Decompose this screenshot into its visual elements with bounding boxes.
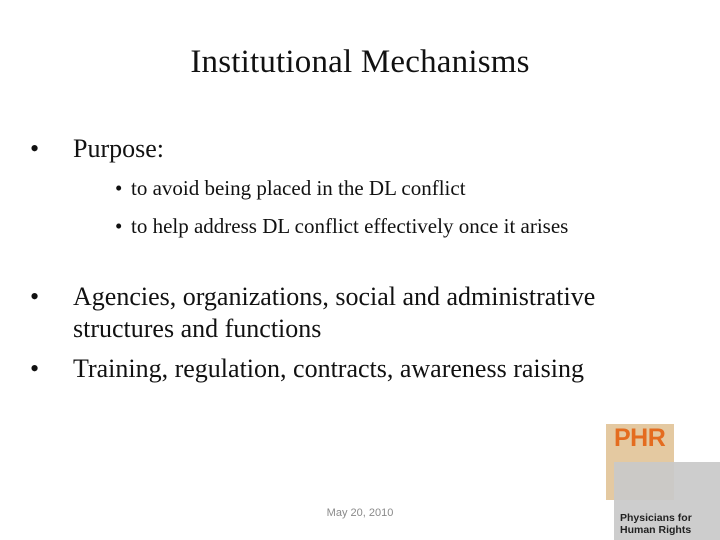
bullet-text: Purpose: <box>73 134 164 163</box>
bullet-marker: • <box>30 282 40 311</box>
bullet-marker: • <box>30 354 40 383</box>
footer-date: May 20, 2010 <box>326 507 394 519</box>
bullet-text: to avoid being placed in the DL conflict <box>131 176 466 200</box>
slide-title: Institutional Mechanisms <box>190 44 530 80</box>
logo-name: Physicians for Human Rights <box>620 512 692 536</box>
bullet-text: Training, regulation, contracts, awareness raising <box>73 354 584 383</box>
bullet-marker: • <box>115 176 123 200</box>
bullet-text: Agencies, organizations, social and administrative structures and functions <box>73 282 596 343</box>
sub-bullet-avoid <box>115 175 675 201</box>
bullet-marker: • <box>30 134 40 163</box>
bullet-agencies <box>30 281 690 345</box>
sub-bullet-address <box>115 213 655 239</box>
logo-abbrev: PHR <box>614 424 666 452</box>
bullet-marker: • <box>115 214 123 238</box>
bullet-text: to help address DL conflict effectively once it arises <box>131 214 569 238</box>
bullet-purpose <box>30 133 690 165</box>
bullet-training <box>30 353 710 385</box>
